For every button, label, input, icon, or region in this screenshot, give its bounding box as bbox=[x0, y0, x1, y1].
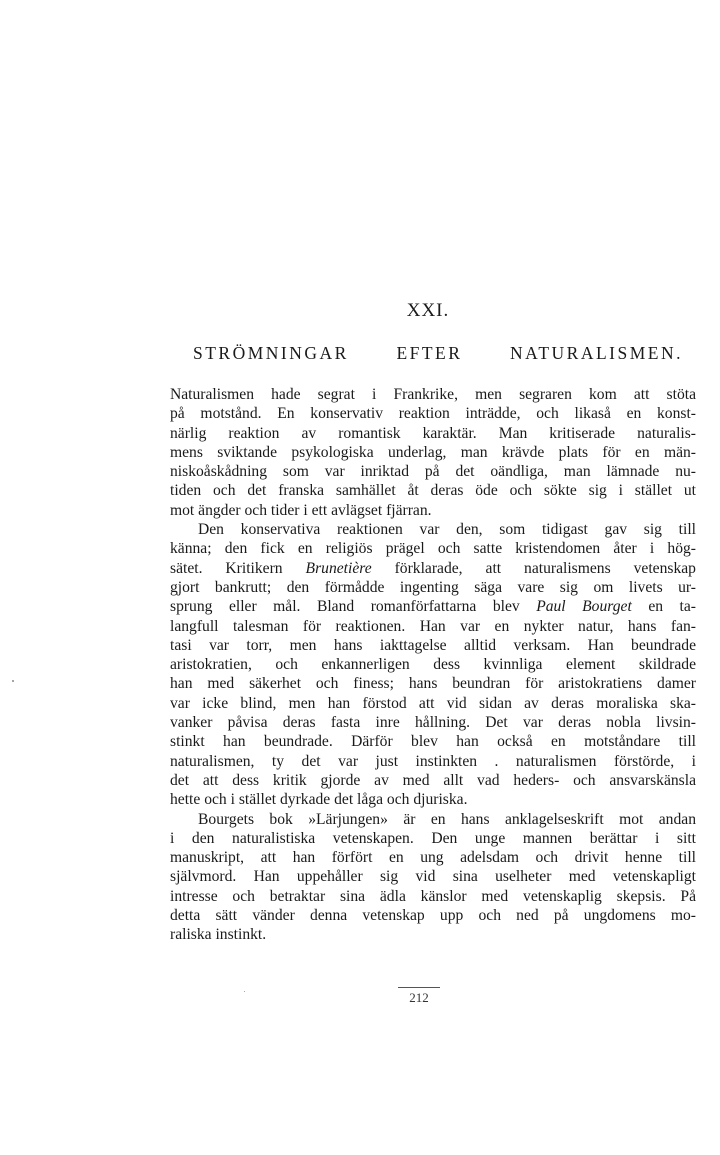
text-segment: en ta- bbox=[648, 598, 696, 616]
text-line: hette och i stället dyrkade det låga och djuriska. bbox=[170, 791, 468, 809]
text-line: var icke blind, men han förstod att vid sidan av deras moraliska ska- bbox=[170, 694, 696, 712]
text-line: mens sviktande psykologiska underlag, man krävde plats för en män- bbox=[170, 443, 696, 461]
page-number: 212 bbox=[409, 990, 429, 1005]
text-line: langfull talesman för reaktionen. Han var en nykter natur, hans fan- bbox=[170, 617, 696, 635]
scan-speck bbox=[12, 680, 14, 682]
text-line: närlig reaktion av romantisk karaktär. Man kritiserade naturalis- bbox=[170, 424, 696, 442]
text-segment: sprung eller mål. Bland romanförfattarna blev bbox=[170, 598, 520, 616]
footer-rule bbox=[398, 987, 440, 988]
text-line: på motstånd. En konservativ reaktion inträdde, och likaså en konst- bbox=[170, 405, 696, 423]
text-line: detta sätt vänder denna vetenskap upp och ned på ungdomens mo- bbox=[170, 907, 696, 925]
text-line: känna; den fick en religiös prägel och satte kristendomen åter i hög- bbox=[170, 540, 696, 558]
text-line: niskoåskådning som var inriktad på det oändliga, man lämnade nu- bbox=[170, 463, 696, 481]
text-line: Den konservativa reaktionen var den, som tidigast gav sig till bbox=[198, 521, 696, 539]
author-name-bourget: Paul Bourget bbox=[536, 598, 632, 616]
text-line: aristokratien, och enkannerligen dess kvinnliga element skildrade bbox=[170, 656, 696, 674]
text-line bbox=[170, 597, 696, 616]
text-line: vanker påvisa deras fasta inre hållning. Det var deras nobla livsin- bbox=[170, 714, 696, 732]
text-line: manuskript, att han förfört en ung adelsdam och drivit henne till bbox=[170, 849, 696, 867]
text-line: tiden och det franska samhället åt deras öde och sökte sig i stället ut bbox=[170, 482, 696, 500]
text-line: naturalismen, ty det var just instinkten . naturalismen förstörde, i bbox=[170, 752, 696, 770]
text-segment: förklarade, att naturalismens vetenskap bbox=[394, 559, 696, 577]
chapter-number: XXI. bbox=[406, 300, 450, 321]
author-name-brunetiere: Brunetière bbox=[305, 559, 372, 577]
text-line: självmord. Han uppehåller sig vid sina uselheter med vetenskapligt bbox=[170, 868, 696, 886]
text-line: intresse och betraktar sina ädla känslor med vetenskaplig skepsis. På bbox=[170, 887, 696, 905]
text-line: mot ängder och tider i ett avlägset fjärran. bbox=[170, 501, 432, 519]
text-line: stinkt han beundrade. Därför blev han också en motståndare till bbox=[170, 733, 696, 751]
text-line: det att dess kritik gjorde av med allt vad heders- och ansvarskänsla bbox=[170, 771, 696, 789]
text-line: raliska instinkt. bbox=[170, 926, 267, 944]
scan-speck bbox=[244, 991, 245, 992]
text-segment: sätet. Kritikern bbox=[170, 559, 283, 577]
text-line: gjort bankrutt; den förmådde ingenting säga vare sig om livets ur- bbox=[170, 578, 696, 596]
body-text bbox=[170, 385, 696, 945]
text-line: Bourgets bok »Lärjungen» är en hans anklagelseskrift mot andan bbox=[198, 810, 696, 828]
text-line: Naturalismen hade segrat i Frankrike, men segraren kom att stöta bbox=[170, 386, 696, 403]
text-line: i den naturalistiska vetenskapen. Den unge mannen berättar i sitt bbox=[170, 829, 696, 847]
text-line: tasi var torr, men hans iakttagelse alltid verksam. Han beundrade bbox=[170, 636, 696, 654]
text-line bbox=[170, 559, 696, 578]
chapter-title: STRÖMNINGAR EFTER NATURALISMEN. bbox=[193, 343, 683, 363]
text-line: han med säkerhet och finess; hans beundran för aristokratiens damer bbox=[170, 675, 696, 693]
